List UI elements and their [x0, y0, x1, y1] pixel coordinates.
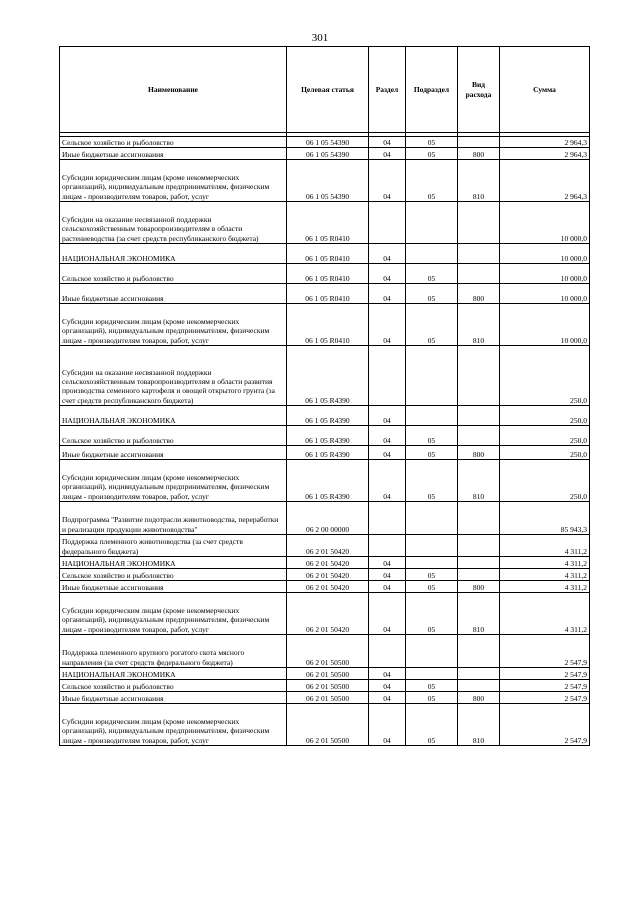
cell-subsection: 05: [406, 460, 458, 502]
cell-section: [369, 635, 406, 668]
cell-section: 04: [369, 569, 406, 581]
cell-subsection: 05: [406, 284, 458, 304]
cell-sum: 2 547,9: [500, 692, 590, 704]
cell-section: [369, 346, 406, 406]
cell-subsection: [406, 202, 458, 244]
cell-subsection: [406, 502, 458, 535]
table-row: [60, 160, 590, 202]
cell-target: 06 1 05 54390: [287, 137, 369, 148]
cell-section: 04: [369, 668, 406, 680]
table-row: [60, 148, 590, 160]
cell-sum: 2 547,9: [500, 668, 590, 680]
cell-expense: 810: [458, 304, 500, 346]
cell-expense: [458, 202, 500, 244]
cell-name: Сельское хозяйство и рыболовство: [60, 569, 287, 581]
cell-target: 06 1 05 R4390: [287, 460, 369, 502]
cell-sum: 250,0: [500, 426, 590, 446]
cell-name: Иные бюджетные ассигнования: [60, 692, 287, 704]
cell-name: Подпрограмма "Развитие подотрасли животноводства, переработки и реализации продукции животноводства": [60, 502, 287, 535]
table-row: [60, 284, 590, 304]
table-row: [60, 460, 590, 502]
cell-expense: [458, 668, 500, 680]
cell-section: 04: [369, 160, 406, 202]
cell-target: 06 1 05 54390: [287, 160, 369, 202]
cell-sum: 2 547,9: [500, 704, 590, 746]
cell-name: НАЦИОНАЛЬНАЯ ЭКОНОМИКА: [60, 668, 287, 680]
cell-section: 04: [369, 446, 406, 460]
cell-sum: 85 943,3: [500, 502, 590, 535]
cell-subsection: 05: [406, 581, 458, 593]
cell-sum: 2 964,3: [500, 160, 590, 202]
table-row: [60, 406, 590, 426]
cell-sum: 4 311,2: [500, 581, 590, 593]
cell-expense: [458, 569, 500, 581]
cell-expense: 810: [458, 593, 500, 635]
cell-name: Субсидии на оказание несвязанной поддержки сельскохозяйственным товаропроизводителям в области растениеводства (за счет средств республиканского бюджета): [60, 202, 287, 244]
cell-subsection: [406, 406, 458, 426]
cell-section: 04: [369, 148, 406, 160]
cell-expense: 800: [458, 692, 500, 704]
cell-subsection: 05: [406, 304, 458, 346]
cell-sum: 10 000,0: [500, 304, 590, 346]
table-row: [60, 137, 590, 148]
cell-section: 04: [369, 304, 406, 346]
cell-sum: 10 000,0: [500, 202, 590, 244]
page-number: 301: [311, 32, 329, 44]
table-row: [60, 593, 590, 635]
cell-name: Субсидии юридическим лицам (кроме некоммерческих организаций), индивидуальным предпринимателям, физическим лицам - производителям товаров, работ, услуг: [60, 460, 287, 502]
cell-name: Иные бюджетные ассигнования: [60, 148, 287, 160]
cell-name: Сельское хозяйство и рыболовство: [60, 426, 287, 446]
cell-target: 06 1 05 R4390: [287, 406, 369, 426]
cell-subsection: [406, 535, 458, 557]
cell-name: Субсидии юридическим лицам (кроме некоммерческих организаций), индивидуальным предпринимателям, физическим лицам - производителям товаров, работ, услуг: [60, 704, 287, 746]
cell-sum: 250,0: [500, 460, 590, 502]
cell-name: НАЦИОНАЛЬНАЯ ЭКОНОМИКА: [60, 406, 287, 426]
cell-section: [369, 502, 406, 535]
table-row: [60, 304, 590, 346]
table-row: [60, 692, 590, 704]
cell-target: 06 2 01 50500: [287, 635, 369, 668]
cell-section: 04: [369, 692, 406, 704]
table-row: [60, 535, 590, 557]
cell-sum: 2 547,9: [500, 680, 590, 692]
cell-expense: 800: [458, 148, 500, 160]
cell-expense: [458, 406, 500, 426]
cell-target: 06 2 00 00000: [287, 502, 369, 535]
cell-name: Иные бюджетные ассигнования: [60, 446, 287, 460]
cell-target: 06 1 05 54390: [287, 148, 369, 160]
cell-expense: 810: [458, 160, 500, 202]
cell-sum: 10 000,0: [500, 244, 590, 264]
cell-expense: 800: [458, 284, 500, 304]
table-row: [60, 668, 590, 680]
cell-section: 04: [369, 244, 406, 264]
header-target-article: Целевая статья: [287, 47, 369, 133]
cell-subsection: [406, 557, 458, 569]
cell-name: НАЦИОНАЛЬНАЯ ЭКОНОМИКА: [60, 557, 287, 569]
cell-name: Сельское хозяйство и рыболовство: [60, 264, 287, 284]
header-expense-type: Вид расхода: [458, 47, 500, 133]
cell-sum: 2 547,9: [500, 635, 590, 668]
cell-name: Сельское хозяйство и рыболовство: [60, 680, 287, 692]
cell-subsection: 05: [406, 148, 458, 160]
cell-subsection: 05: [406, 593, 458, 635]
cell-expense: [458, 502, 500, 535]
table-row: [60, 426, 590, 446]
table-row: [60, 502, 590, 535]
cell-target: 06 2 01 50500: [287, 704, 369, 746]
cell-sum: 10 000,0: [500, 264, 590, 284]
cell-target: 06 1 05 R0410: [287, 244, 369, 264]
table-row: [60, 680, 590, 692]
cell-subsection: [406, 635, 458, 668]
cell-name: Поддержка племенного животноводства (за счет средств федерального бюджета): [60, 535, 287, 557]
cell-sum: 10 000,0: [500, 284, 590, 304]
cell-sum: 4 311,2: [500, 569, 590, 581]
cell-subsection: [406, 346, 458, 406]
cell-target: 06 1 05 R4390: [287, 426, 369, 446]
cell-section: 04: [369, 284, 406, 304]
cell-name: Субсидии на оказание несвязанной поддержки сельскохозяйственным товаропроизводителям в области развития производства семенного картофеля и овощей открытого грунта (за счет средств республиканского бюджета): [60, 346, 287, 406]
table-row: [60, 264, 590, 284]
cell-target: 06 2 01 50420: [287, 569, 369, 581]
table-row: [60, 202, 590, 244]
cell-subsection: 05: [406, 264, 458, 284]
cell-target: 06 1 05 R0410: [287, 202, 369, 244]
cell-name: Сельское хозяйство и рыболовство: [60, 137, 287, 148]
cell-target: 06 2 01 50420: [287, 593, 369, 635]
cell-sum: 2 964,3: [500, 137, 590, 148]
cell-section: 04: [369, 460, 406, 502]
table-row: [60, 581, 590, 593]
header-section: Раздел: [369, 47, 406, 133]
cell-subsection: 05: [406, 160, 458, 202]
cell-expense: [458, 137, 500, 148]
cell-name: Иные бюджетные ассигнования: [60, 284, 287, 304]
cell-target: 06 1 05 R4390: [287, 346, 369, 406]
cell-section: 04: [369, 406, 406, 426]
cell-name: НАЦИОНАЛЬНАЯ ЭКОНОМИКА: [60, 244, 287, 264]
cell-section: 04: [369, 704, 406, 746]
cell-target: 06 1 05 R0410: [287, 264, 369, 284]
cell-target: 06 2 01 50500: [287, 692, 369, 704]
cell-subsection: 05: [406, 137, 458, 148]
budget-table: [59, 46, 590, 746]
cell-subsection: 05: [406, 569, 458, 581]
table-row: [60, 635, 590, 668]
cell-target: 06 2 01 50500: [287, 668, 369, 680]
cell-sum: 4 311,2: [500, 593, 590, 635]
cell-subsection: 05: [406, 680, 458, 692]
cell-sum: 250,0: [500, 406, 590, 426]
header-name: Наименование: [60, 47, 287, 133]
cell-target: 06 1 05 R0410: [287, 284, 369, 304]
cell-subsection: 05: [406, 426, 458, 446]
cell-expense: [458, 635, 500, 668]
cell-expense: [458, 680, 500, 692]
table-row: [60, 704, 590, 746]
cell-expense: [458, 244, 500, 264]
table-body: [60, 137, 590, 746]
cell-expense: 800: [458, 446, 500, 460]
table-row: [60, 557, 590, 569]
cell-target: 06 2 01 50420: [287, 581, 369, 593]
cell-section: 04: [369, 680, 406, 692]
cell-subsection: 05: [406, 446, 458, 460]
cell-sum: 250,0: [500, 346, 590, 406]
cell-sum: 250,0: [500, 446, 590, 460]
cell-section: [369, 535, 406, 557]
cell-section: 04: [369, 593, 406, 635]
cell-section: 04: [369, 264, 406, 284]
cell-expense: 810: [458, 460, 500, 502]
cell-subsection: [406, 244, 458, 264]
cell-sum: 4 311,2: [500, 557, 590, 569]
cell-expense: [458, 557, 500, 569]
cell-expense: [458, 346, 500, 406]
table-header-row: [60, 47, 590, 133]
cell-expense: [458, 264, 500, 284]
cell-name: Субсидии юридическим лицам (кроме некоммерческих организаций), индивидуальным предпринимателям, физическим лицам - производителям товаров, работ, услуг: [60, 304, 287, 346]
cell-section: [369, 202, 406, 244]
cell-expense: [458, 426, 500, 446]
cell-name: Иные бюджетные ассигнования: [60, 581, 287, 593]
table-row: [60, 569, 590, 581]
table-row: [60, 244, 590, 264]
cell-sum: 2 964,3: [500, 148, 590, 160]
cell-section: 04: [369, 557, 406, 569]
cell-subsection: 05: [406, 704, 458, 746]
cell-name: Поддержка племенного крупного рогатого скота мясного направления (за счет средств федерального бюджета): [60, 635, 287, 668]
cell-subsection: [406, 668, 458, 680]
cell-expense: 800: [458, 581, 500, 593]
cell-name: Субсидии юридическим лицам (кроме некоммерческих организаций), индивидуальным предпринимателям, физическим лицам - производителям товаров, работ, услуг: [60, 160, 287, 202]
cell-section: 04: [369, 581, 406, 593]
cell-name: Субсидии юридическим лицам (кроме некоммерческих организаций), индивидуальным предпринимателям, физическим лицам - производителям товаров, работ, услуг: [60, 593, 287, 635]
cell-target: 06 1 05 R4390: [287, 446, 369, 460]
cell-sum: 4 311,2: [500, 535, 590, 557]
table-row: [60, 346, 590, 406]
cell-section: 04: [369, 426, 406, 446]
table-row: [60, 446, 590, 460]
cell-expense: [458, 535, 500, 557]
cell-target: 06 2 01 50500: [287, 680, 369, 692]
header-sum: Сумма: [500, 47, 590, 133]
cell-expense: 810: [458, 704, 500, 746]
cell-target: 06 2 01 50420: [287, 557, 369, 569]
cell-subsection: 05: [406, 692, 458, 704]
cell-section: 04: [369, 137, 406, 148]
cell-target: 06 1 05 R0410: [287, 304, 369, 346]
header-subsection: Подраздел: [406, 47, 458, 133]
cell-target: 06 2 01 50420: [287, 535, 369, 557]
